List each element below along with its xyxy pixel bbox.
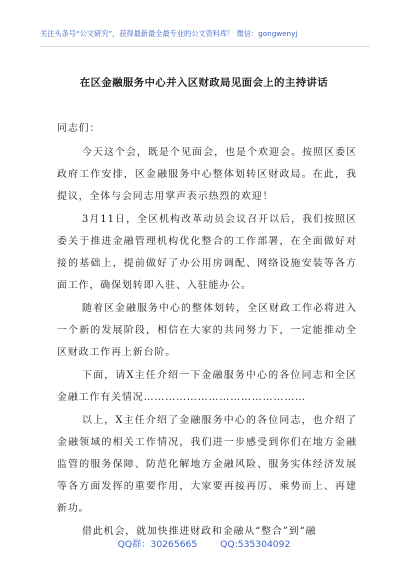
footer-qq: QQ:535304092 [220, 539, 291, 550]
header-promo-text: 关注头条号“公文研究”，获得最新最全最专业的公文资料库！ 微信：gongwenyj [40, 29, 298, 38]
header-divider [40, 46, 370, 47]
paragraph-introduction: 下面，请X主任介绍一下金融服务中心的各位同志和全区金融工作有关情况……………………………………… [57, 370, 357, 403]
paragraph-preparation: 3月11日，全区机构改革动员会议召开以后，我们按照区委关于推进金融管理机构优化整合的工作部署，在全面做好对接的基础上，提前做好了办公用房调配、网络设施安装等各方面工作，确保划转即入驻、入驻能办公。 [57, 214, 357, 291]
footer-qq-group: QQ群：30265665 [117, 539, 198, 550]
salutation: 同志们： [57, 123, 101, 134]
document-title: 在区金融服务中心并入区财政局见面会上的主持讲话 [79, 77, 329, 89]
footer-contact [0, 536, 408, 550]
paragraph-summary: 以上，X主任介绍了金融服务中心的各位同志，也介绍了金融领域的相关工作情况，我们进一步感受到你们在地方金融监管的服务保障、防范化解地方金融风险、服务实体经济发展等各方面发挥的重要作用，大家要再接再厉、乘势而上、再建新功。 [57, 415, 357, 514]
paragraph-closing: 借此机会，就加快推进财政和金融从“整合”到“融 [82, 526, 317, 537]
document-body [57, 118, 357, 544]
paragraph-outlook: 随着区金融服务中心的整体划转，全区财政工作必将进入一个新的发展阶段，相信在大家的共同努力下，一定能推动全区财政工作再上新台阶。 [57, 303, 357, 358]
paragraph-welcome: 今天这个会，既是个见面会，也是个欢迎会。按照区委区政府工作安排，区金融服务中心整体划转区财政局。在此，我提议，全体与会同志用掌声表示热烈的欢迎！ [57, 147, 357, 202]
